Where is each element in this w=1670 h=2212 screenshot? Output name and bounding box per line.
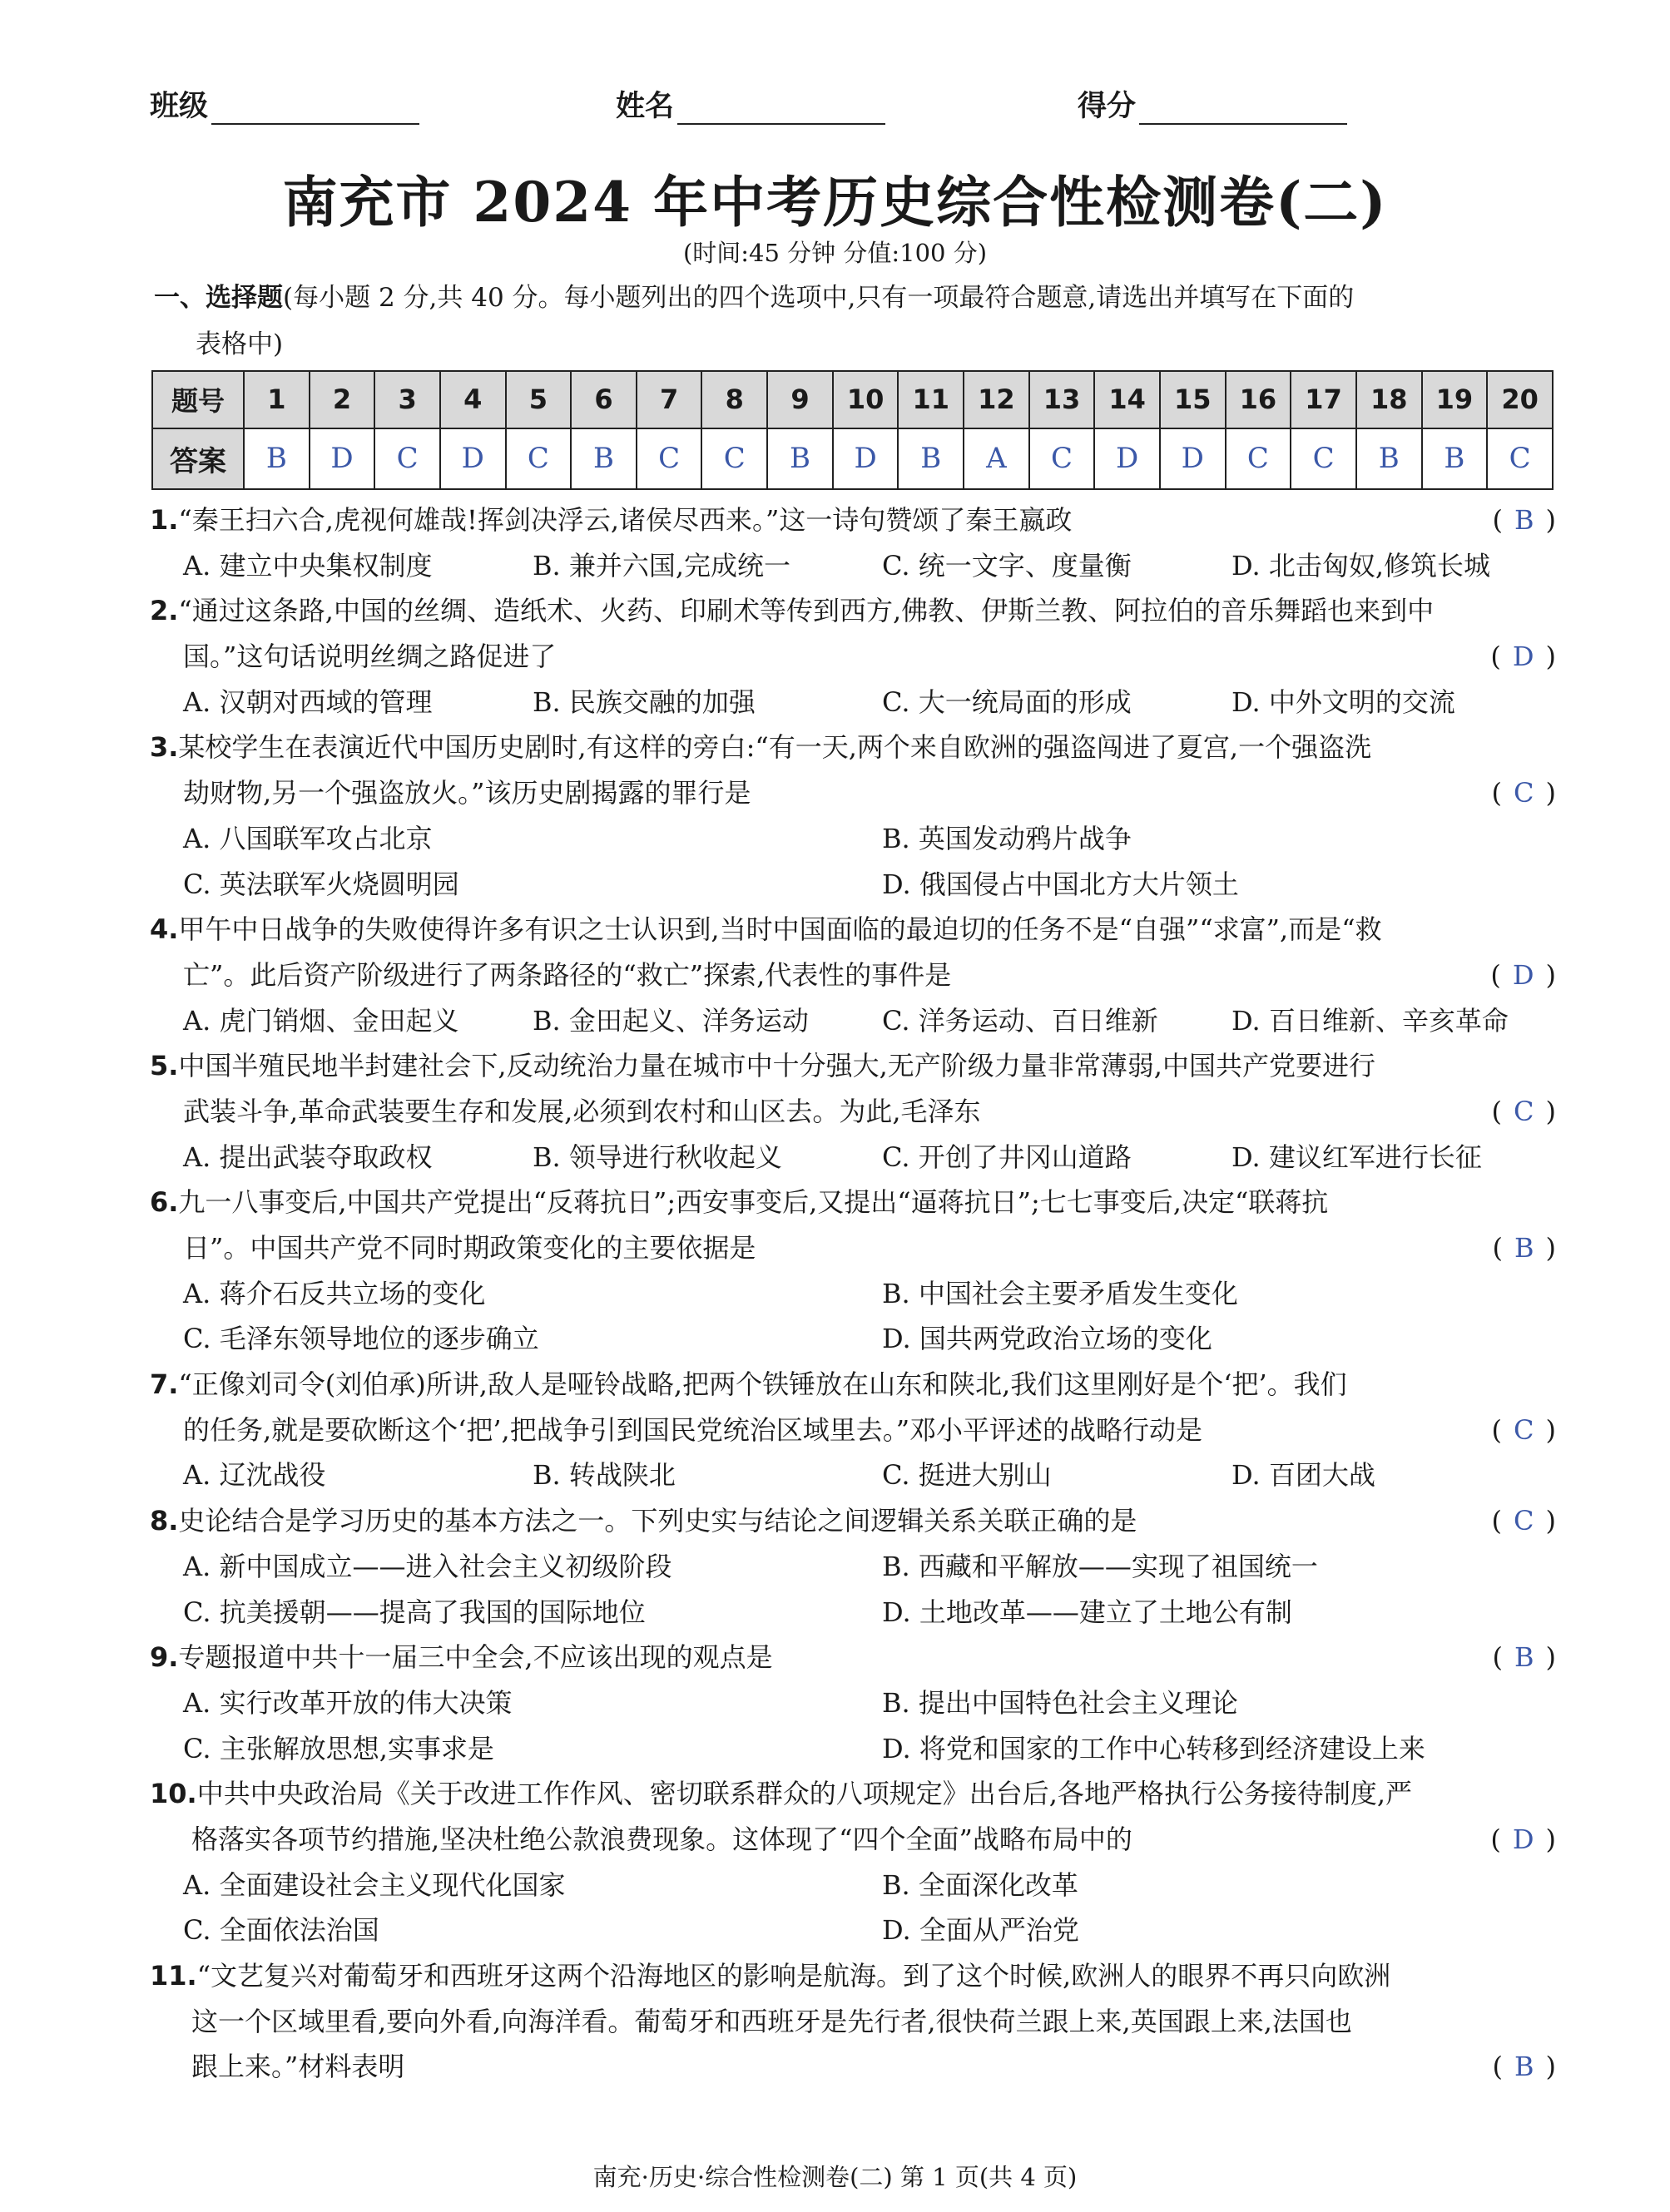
question-stem-line <box>150 1953 1556 1999</box>
options-row <box>150 1135 1556 1180</box>
option-c[interactable]: C. 开创了井冈山道路 <box>882 1141 1132 1173</box>
question-text: 的任务,就是要砍断这个‘把’,把战争引到国民党统治区域里去。”邓小平评述的战略行动是 <box>183 1413 1203 1446</box>
question-text: 这一个区域里看,要向外看,向海洋看。葡萄牙和西班牙是先行者,很快荷兰跟上来,英国跟上来,法国也 <box>191 2005 1352 2037</box>
option-a[interactable]: A. 八国联军攻占北京 <box>183 822 433 854</box>
filled-answer: C <box>1514 1505 1534 1537</box>
question-number-cell: 17 <box>1291 371 1356 428</box>
question-number: 4. <box>150 913 179 946</box>
option-b[interactable]: B. 全面深化改革 <box>882 1868 1078 1901</box>
question-stem-line <box>150 1225 1556 1271</box>
question-text: 日”。中国共产党不同时期政策变化的主要依据是 <box>183 1232 756 1264</box>
answer-cell: C <box>701 428 767 489</box>
question-number: 3. <box>150 731 179 764</box>
option-a[interactable]: A. 提出武装夺取政权 <box>183 1141 433 1173</box>
score-label: 得分 <box>1078 90 1137 123</box>
name-field <box>616 83 885 125</box>
option-d[interactable]: D. 国共两党政治立场的变化 <box>882 1323 1212 1355</box>
answer-cell: D <box>1094 428 1160 489</box>
class-blank[interactable] <box>211 90 419 125</box>
answer-parenthesis: ( B ) <box>1492 1232 1556 1264</box>
number-row-label: 题号 <box>152 371 244 428</box>
question-stem-line <box>150 1635 1556 1680</box>
question-number: 7. <box>150 1368 179 1401</box>
question-stem-line <box>150 2044 1556 2090</box>
answer-cell: B <box>244 428 310 489</box>
question-stem-line <box>150 1043 1556 1089</box>
question-text: 劫财物,另一个强盗放火。”该历史剧揭露的罪行是 <box>183 777 751 809</box>
class-label: 班级 <box>150 90 209 123</box>
option-c[interactable]: C. 全面依法治国 <box>183 1914 379 1947</box>
filled-answer: C <box>1514 777 1534 809</box>
answer-cell: D <box>833 428 899 489</box>
answer-cell: C <box>1291 428 1356 489</box>
option-c[interactable]: C. 挺进大别山 <box>882 1459 1052 1492</box>
answer-cell: B <box>1356 428 1422 489</box>
answer-table-answer-row <box>152 428 1553 489</box>
question-text: 专题报道中共十一届三中全会,不应该出现的观点是 <box>178 1641 773 1674</box>
answer-table-number-row <box>152 371 1553 428</box>
question-number: 10. <box>150 1778 197 1810</box>
options-row <box>150 1316 1556 1362</box>
page-footer: 南充·历史·综合性检测卷(二) 第 1 页(共 4 页) <box>592 2163 1078 2191</box>
question-list <box>150 497 1556 2090</box>
question-stem-line <box>150 953 1556 998</box>
filled-answer: C <box>1514 1095 1534 1127</box>
option-a[interactable]: A. 蒋介石反共立场的变化 <box>183 1277 486 1309</box>
filled-answer: C <box>1514 1413 1534 1446</box>
option-d[interactable]: D. 俄国侵占中国北方大片领土 <box>882 868 1239 900</box>
question-number: 9. <box>150 1641 179 1674</box>
option-b[interactable]: B. 转战陕北 <box>533 1459 676 1492</box>
question-number-cell: 9 <box>767 371 833 428</box>
question-text: 亡”。此后资产阶级进行了两条路径的“救亡”探索,代表性的事件是 <box>183 958 952 991</box>
option-b[interactable]: B. 提出中国特色社会主义理论 <box>882 1686 1238 1719</box>
answer-cell: B <box>898 428 964 489</box>
answer-cell: C <box>1487 428 1553 489</box>
question-number-cell: 14 <box>1094 371 1160 428</box>
answer-parenthesis: ( C ) <box>1491 777 1556 809</box>
filled-answer: D <box>1512 1823 1534 1855</box>
options-row <box>150 1908 1556 1953</box>
answer-parenthesis: ( C ) <box>1491 1505 1556 1537</box>
score-field <box>1078 83 1347 125</box>
question-stem-line <box>150 1771 1556 1817</box>
question-text: 中国半殖民地半封建社会下,反动统治力量在城市中十分强大,无产阶级力量非常薄弱,中国共产党要进行 <box>178 1050 1375 1082</box>
question-text: 九一八事变后,中国共产党提出“反蒋抗日”;西安事变后,又提出“逼蒋抗日”;七七事变后,决定“联蒋抗 <box>178 1186 1329 1219</box>
question-stem-line <box>150 1089 1556 1135</box>
question-text: 中共中央政治局《关于改进工作作风、密切联系群众的八项规定》出台后,各地严格执行公务接待制度,严 <box>196 1778 1413 1810</box>
question-text: 格落实各项节约措施,坚决杜绝公款浪费现象。这体现了“四个全面”战略布局中的 <box>191 1823 1132 1855</box>
option-b[interactable]: B. 领导进行秋收起义 <box>533 1141 782 1173</box>
option-a[interactable]: A. 全面建设社会主义现代化国家 <box>183 1868 566 1901</box>
answer-cell: D <box>1160 428 1226 489</box>
answer-parenthesis: ( D ) <box>1490 1823 1556 1855</box>
question-number-cell: 18 <box>1356 371 1422 428</box>
question-number-cell: 10 <box>833 371 899 428</box>
option-c[interactable]: C. 英法联军火烧圆明园 <box>183 868 459 900</box>
option-b[interactable]: B. 金田起义、洋务运动 <box>533 1004 809 1037</box>
question-number-cell: 19 <box>1422 371 1488 428</box>
section-heading <box>154 275 1552 368</box>
question-text: 武装斗争,革命武装要生存和发展,必须到农村和山区去。为此,毛泽东 <box>183 1095 981 1127</box>
question-text: “通过这条路,中国的丝绸、造纸术、火药、印刷术等传到西方,佛教、伊斯兰教、阿拉伯的音乐舞蹈也来到中 <box>178 595 1435 627</box>
question-stem-line <box>150 770 1556 816</box>
answer-cell: B <box>767 428 833 489</box>
question-number-cell: 12 <box>964 371 1029 428</box>
filled-answer: B <box>1514 2051 1534 2083</box>
option-d[interactable]: D. 百日维新、辛亥革命 <box>1231 1004 1509 1037</box>
filled-answer: D <box>1512 958 1534 991</box>
option-a[interactable]: A. 汉朝对西域的管理 <box>183 685 433 718</box>
options-row <box>150 1271 1556 1317</box>
question-number: 11. <box>150 1960 197 1992</box>
question-text: 国。”这句话说明丝绸之路促进了 <box>183 641 557 673</box>
option-a[interactable]: A. 辽沈战役 <box>183 1459 326 1492</box>
question-number-cell: 16 <box>1226 371 1291 428</box>
option-c[interactable]: C. 统一文字、度量衡 <box>882 549 1132 581</box>
question-number: 2. <box>150 595 179 627</box>
answer-row-label: 答案 <box>152 428 244 489</box>
options-row <box>150 1544 1556 1590</box>
option-d[interactable]: D. 土地改革——建立了土地公有制 <box>882 1596 1292 1628</box>
filled-answer: B <box>1514 1641 1534 1674</box>
answer-parenthesis: ( B ) <box>1492 2051 1556 2083</box>
options-row <box>150 1452 1556 1498</box>
answer-cell: B <box>1422 428 1488 489</box>
section-title: 一、选择题 <box>154 283 283 313</box>
class-field <box>150 83 419 125</box>
score-blank[interactable] <box>1139 90 1347 125</box>
option-a[interactable]: A. 实行改革开放的伟大决策 <box>183 1686 513 1719</box>
section-note-1: (每小题 2 分,共 40 分。每小题列出的四个选项中,只有一项最符合题意,请选出并填写在下面的 <box>283 283 1355 313</box>
question-stem-line <box>150 725 1556 770</box>
options-row <box>150 816 1556 862</box>
options-row <box>150 543 1556 589</box>
option-d[interactable]: D. 百团大战 <box>1231 1459 1375 1492</box>
question-stem-line <box>150 1408 1556 1453</box>
option-c[interactable]: C. 大一统局面的形成 <box>882 685 1132 718</box>
option-c[interactable]: C. 洋务运动、百日维新 <box>882 1004 1158 1037</box>
question-text: “文艺复兴对葡萄牙和西班牙这两个沿海地区的影响是航海。到了这个时候,欧洲人的眼界不再只向欧洲 <box>196 1960 1391 1992</box>
exam-subtitle: (时间:45 分钟 分值:100 分) <box>682 239 988 267</box>
exam-title: 南充市 2024 年中考历史综合性检测卷(二) <box>282 170 1388 235</box>
answer-cell: C <box>1029 428 1095 489</box>
answer-table <box>151 370 1554 490</box>
question-number: 6. <box>150 1186 179 1219</box>
question-stem-line <box>150 907 1556 953</box>
question-number-cell: 5 <box>506 371 572 428</box>
question-number-cell: 4 <box>440 371 506 428</box>
option-d[interactable]: D. 北击匈奴,修筑长城 <box>1231 549 1491 581</box>
answer-parenthesis: ( C ) <box>1491 1095 1556 1127</box>
question-number-cell: 3 <box>374 371 440 428</box>
question-number-cell: 11 <box>898 371 964 428</box>
answer-parenthesis: ( C ) <box>1491 1413 1556 1446</box>
answer-cell: C <box>1226 428 1291 489</box>
question-text: “正像刘司令(刘伯承)所讲,敌人是哑铃战略,把两个铁锤放在山东和陕北,我们这里刚好是个‘把’。我们 <box>178 1368 1347 1401</box>
question-stem-line <box>150 588 1556 634</box>
option-a[interactable]: A. 虎门销烟、金田起义 <box>183 1004 459 1037</box>
question-stem-line <box>150 1180 1556 1225</box>
answer-cell: A <box>964 428 1029 489</box>
option-d[interactable]: D. 中外文明的交流 <box>1231 685 1455 718</box>
question-number-cell: 8 <box>701 371 767 428</box>
question-text: 甲午中日战争的失败使得许多有识之士认识到,当时中国面临的最迫切的任务不是“自强”“求富”,而是“救 <box>178 913 1382 946</box>
options-row <box>150 680 1556 725</box>
question-text: 某校学生在表演近代中国历史剧时,有这样的旁白:“有一天,两个来自欧洲的强盗闯进了夏宫,一个强盗洗 <box>178 731 1372 764</box>
question-number: 1. <box>150 504 179 536</box>
question-stem-line <box>150 1362 1556 1408</box>
option-b[interactable]: B. 兼并六国,完成统一 <box>533 549 791 581</box>
question-stem-line <box>150 634 1556 680</box>
filled-answer: B <box>1514 1232 1534 1264</box>
options-row <box>150 1590 1556 1635</box>
answer-parenthesis: ( D ) <box>1490 641 1556 673</box>
filled-answer: D <box>1512 641 1534 673</box>
question-number-cell: 1 <box>244 371 310 428</box>
question-number-cell: 2 <box>310 371 375 428</box>
answer-cell: C <box>506 428 572 489</box>
option-b[interactable]: B. 中国社会主要矛盾发生变化 <box>882 1277 1238 1309</box>
answer-cell: D <box>440 428 506 489</box>
question-number-cell: 13 <box>1029 371 1095 428</box>
name-blank[interactable] <box>677 90 885 125</box>
options-row <box>150 1726 1556 1772</box>
question-number-cell: 6 <box>571 371 637 428</box>
option-d[interactable]: D. 全面从严治党 <box>882 1914 1079 1947</box>
question-number: 5. <box>150 1050 179 1082</box>
options-row <box>150 862 1556 908</box>
option-a[interactable]: A. 新中国成立——进入社会主义初级阶段 <box>183 1550 672 1582</box>
options-row <box>150 998 1556 1044</box>
question-stem-line <box>150 1498 1556 1544</box>
question-number-cell: 20 <box>1487 371 1553 428</box>
option-d[interactable]: D. 将党和国家的工作中心转移到经济建设上来 <box>882 1732 1425 1764</box>
option-c[interactable]: C. 抗美援朝——提高了我国的国际地位 <box>183 1596 646 1628</box>
options-row <box>150 1680 1556 1726</box>
answer-parenthesis: ( B ) <box>1492 504 1556 536</box>
option-a[interactable]: A. 建立中央集权制度 <box>183 549 433 581</box>
section-note-2: 表格中) <box>196 329 284 359</box>
question-text: 史论结合是学习历史的基本方法之一。下列史实与结论之间逻辑关系关联正确的是 <box>178 1505 1137 1537</box>
answer-cell: C <box>637 428 702 489</box>
answer-parenthesis: ( D ) <box>1490 958 1556 991</box>
question-stem-line <box>150 497 1556 543</box>
question-text: “秦王扫六合,虎视何雄哉!挥剑决浮云,诸侯尽西来。”这一诗句赞颂了秦王嬴政 <box>178 504 1073 536</box>
option-b[interactable]: B. 英国发动鸦片战争 <box>882 822 1132 854</box>
question-number-cell: 15 <box>1160 371 1226 428</box>
option-c[interactable]: C. 主张解放思想,实事求是 <box>183 1732 494 1764</box>
option-c[interactable]: C. 毛泽东领导地位的逐步确立 <box>183 1323 539 1355</box>
answer-cell: D <box>310 428 375 489</box>
filled-answer: B <box>1514 504 1534 536</box>
student-info-row <box>150 83 1356 133</box>
name-label: 姓名 <box>616 90 675 123</box>
question-text: 跟上来。”材料表明 <box>191 2051 405 2083</box>
question-number-cell: 7 <box>637 371 702 428</box>
option-b[interactable]: B. 西藏和平解放——实现了祖国统一 <box>882 1550 1318 1582</box>
answer-parenthesis: ( B ) <box>1492 1641 1556 1674</box>
answer-cell: C <box>374 428 440 489</box>
question-number: 8. <box>150 1505 179 1537</box>
answer-cell: B <box>571 428 637 489</box>
options-row <box>150 1863 1556 1908</box>
option-d[interactable]: D. 建议红军进行长征 <box>1231 1141 1482 1173</box>
question-stem-line <box>150 1999 1556 2045</box>
question-stem-line <box>150 1817 1556 1863</box>
option-b[interactable]: B. 民族交融的加强 <box>533 685 756 718</box>
